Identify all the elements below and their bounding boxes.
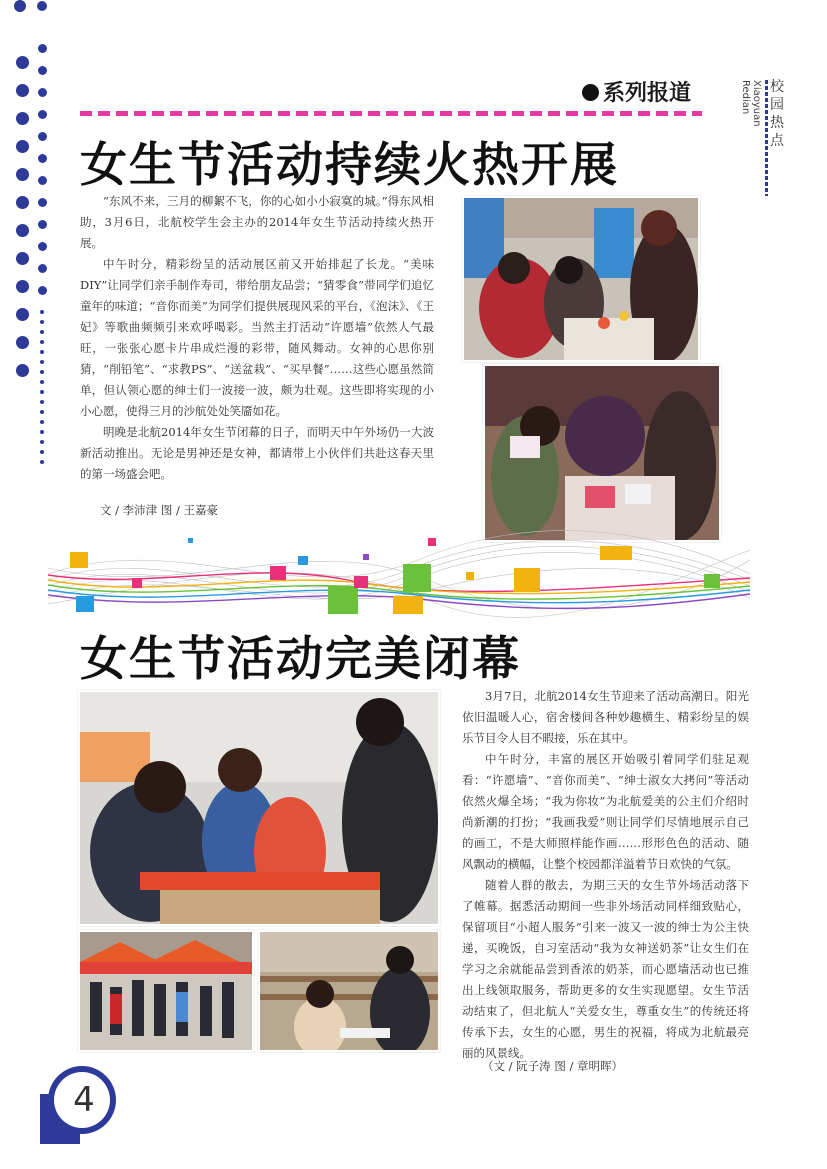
decorative-dot: [40, 350, 44, 354]
decorative-dot: [16, 112, 29, 125]
photo-outdoor-booths-image: [80, 932, 252, 1050]
article1-byline: 文 / 李沛津 图 / 王嘉豪: [100, 503, 219, 517]
decorative-dot: [40, 310, 44, 314]
decorative-dot: [40, 320, 44, 324]
decorative-dot: [16, 336, 29, 349]
decorative-dot: [40, 440, 44, 444]
photo-wish-card-table-image: [485, 366, 719, 540]
decorative-dot: [40, 340, 44, 344]
section-label-pinyin: Xiaoyuan Redian: [740, 80, 762, 127]
decorative-dot: [38, 264, 47, 273]
article2-paragraph: 随着人群的散去，为期三天的女生节外场活动落下了帷幕。据悉活动期间一些非外场活动同样细致贴心，保留项目“小超人服务”引来一波又一波的绅士为公主快递，买晚饭，自习室活动“我为女神送奶茶”让女生们在学习之余就能品尝到香浓的奶茶，而心愿墙活动也已推出上线领取服务，帮助更多的女生实现愿望。女生节活动结束了，但北航人“关爱女生，尊重女生”的传统还将传承下去，女生的心愿，男生的祝福，将成为北航最亮丽的风景线。: [462, 878, 749, 1060]
photo-study-room-milk-tea: [258, 930, 440, 1052]
pink-dashed-divider: [80, 111, 702, 116]
decorative-dot: [16, 364, 29, 377]
decorative-dot: [40, 430, 44, 434]
article2-paragraph: 3月7日，北航2014女生节迎来了活动高潮日。阳光依旧温暖人心，宿舍楼间各种妙趣横生、精彩纷呈的娱乐节目令人目不暇接，乐在其中。: [462, 689, 749, 745]
decorative-dot: [38, 286, 47, 295]
article2-headline: 女生节活动完美闭幕: [80, 632, 521, 687]
photo-sushi-diy-booth: [462, 196, 700, 362]
decorative-dot: [38, 198, 47, 207]
decorative-dot: [16, 56, 29, 69]
decorative-dot: [38, 66, 47, 75]
section-label-bar: [765, 80, 768, 196]
decorative-dot: [16, 252, 29, 265]
article2-body: [462, 686, 749, 1064]
series-report-tag: [582, 76, 691, 107]
decorative-dot: [38, 242, 47, 251]
decorative-dot: [38, 88, 47, 97]
decorative-dot: [40, 370, 44, 374]
decorative-dot: [40, 410, 44, 414]
series-tag-label: 系列报道: [603, 81, 692, 106]
article1-body: [80, 191, 434, 485]
article1-paragraph: 明晚是北航2014年女生节闭幕的日子，而明天中午外场仍一大波新活动推出。无论是男神还是女神，都请带上小伙伴们共赴这春天里的第一场盛会吧。: [80, 425, 434, 481]
decorative-dot: [37, 1, 47, 11]
article2-byline: （文 / 阮子涛 图 / 章明晖）: [482, 1059, 624, 1073]
decorative-dot: [16, 84, 29, 97]
decorative-dot: [38, 176, 47, 185]
decorative-dot: [40, 460, 44, 464]
decorative-dot: [38, 220, 47, 229]
decorative-dot: [16, 224, 29, 237]
decorative-dot: [40, 420, 44, 424]
colorful-wave-banner: [48, 520, 750, 620]
decorative-dot: [16, 140, 29, 153]
decorative-dot: [40, 400, 44, 404]
decorative-dot: [40, 390, 44, 394]
decorative-dot: [38, 154, 47, 163]
article1-headline: 女生节活动持续火热开展: [80, 138, 619, 193]
photo-sushi-diy-booth-image: [464, 198, 698, 360]
photo-wish-wall-writing: [78, 690, 440, 926]
decorative-dot: [38, 44, 47, 53]
article2-paragraph: 中午时分，丰富的展区开始吸引着同学们驻足观看：“许愿墙”、“音你而美”、“绅士淑女大拷问”等活动依然火爆全场；“我为你妆”为北航爱美的公主们介绍时尚新潮的打扮；“我画我爱”则让同学们尽情地展示自己的画工，不是大师照样能作画……形形色色的活动、随风飘动的横幅，让整个校园都洋溢着节日欢快的气氛。: [462, 752, 749, 871]
photo-wish-wall-writing-image: [80, 692, 438, 924]
page-number: 4: [73, 1080, 95, 1120]
decorative-dot: [38, 110, 47, 119]
decorative-dot: [16, 168, 29, 181]
photo-study-room-milk-tea-image: [260, 932, 438, 1050]
decorative-dot: [14, 0, 26, 12]
bullet-icon: [582, 84, 599, 101]
photo-outdoor-booths: [78, 930, 254, 1052]
photo-wish-card-table: [483, 364, 721, 542]
decorative-dot: [16, 280, 29, 293]
article1-paragraph: 中午时分，精彩纷呈的活动展区前又开始排起了长龙。“美味DIY”让同学们亲手制作寿司，带给朋友品尝；“猜零食”带同学们追忆童年的味道；“音你而美”为同学们提供展现风采的平台，《泡沫》、《王妃》等歌曲频频引来欢呼喝彩。当然主打活动“许愿墙”依然人气最旺，一张张心愿卡片串成烂漫的彩带，随风舞动。女神的心思你别猜，“削铅笔”、“求教PS”、“送盆栽”、“买早餐”……这些心愿虽然简单，但认领心愿的绅士们一波接一波，颇为壮观。这些即将实现的小小心愿，使得三月的沙航处处笑靥如花。: [80, 257, 434, 418]
decorative-dot: [38, 132, 47, 141]
decorative-dot: [40, 450, 44, 454]
decorative-dot: [40, 380, 44, 384]
article1-paragraph: “东风不来，三月的柳絮不飞，你的心如小小寂寞的城。”得东风相助，3月6日，北航校学生会主办的2014年女生节活动持续火热开展。: [80, 194, 434, 250]
decorative-dot: [16, 308, 29, 321]
decorative-dot: [40, 360, 44, 364]
section-label-chinese: 校园热点: [770, 79, 784, 149]
decorative-dot: [40, 330, 44, 334]
decorative-dot: [16, 196, 29, 209]
